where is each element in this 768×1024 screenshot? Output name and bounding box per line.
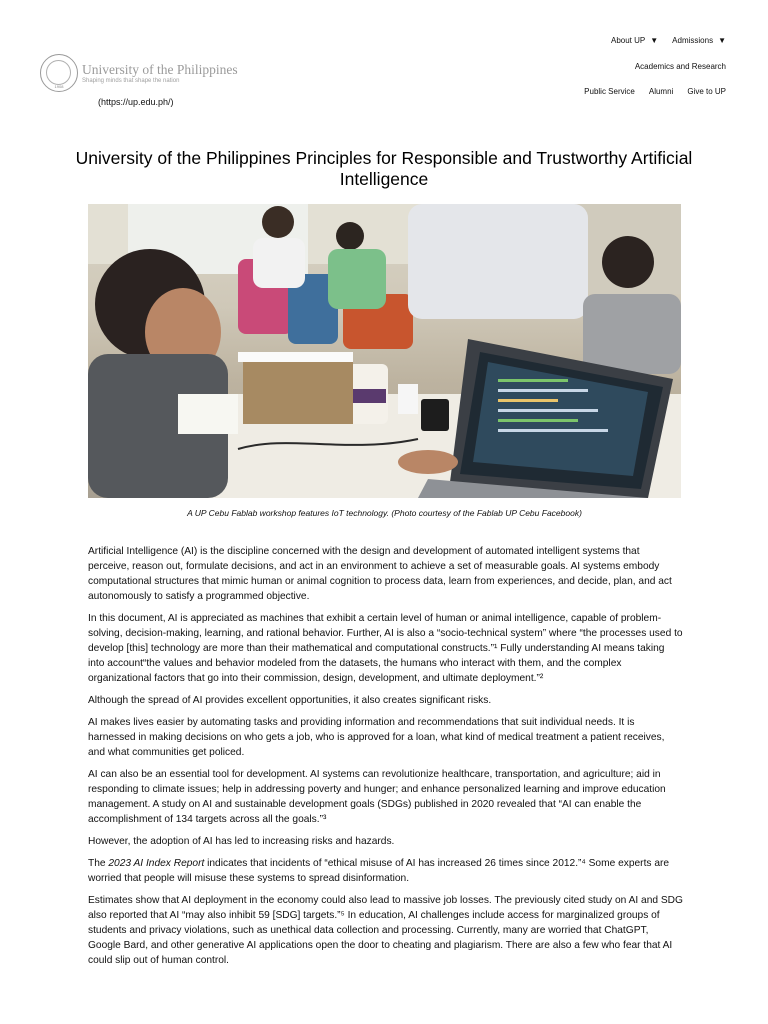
seal-year: 1908	[54, 84, 64, 89]
page-title: University of the Philippines Principles for Responsible and Trustworthy Artificial Intelligence	[75, 148, 693, 189]
photo-caption: A UP Cebu Fablab workshop features IoT technology. (Photo courtesy of the Fablab UP Cebu Facebook)	[187, 508, 582, 518]
nav-public-service[interactable]: Public Service	[584, 87, 635, 96]
paragraph: Estimates show that AI deployment in the economy could also lead to massive job losses. The previously cited study on AI and SDG also reported that AI “may also inhibit 59 [SDG] targets.”⁵ In education, AI challenges include access for marginalized groups of students and privacy violations, such as unethical data collection and processing. Currently, many are worried that ChatGPT, Google Bard, and other generative AI applications open the door to cheating and plagiarism. There are also a few who fear that AI could slip out of human control.	[88, 895, 683, 966]
caret-down-icon: ▼	[718, 36, 726, 45]
site-header	[0, 0, 768, 120]
paragraph: AI makes lives easier by automating tasks and providing information and recommendations that suit individual needs. It is harnessed in making decisions on who gets a job, who is approved for a loan, what kind of medical treatment a patient receives, and what communities get policed.	[88, 717, 665, 758]
site-url-link[interactable]: (https://up.edu.ph/)	[98, 97, 174, 107]
paragraph: However, the adoption of AI has led to increasing risks and hazards.	[88, 836, 395, 847]
nav-row-tertiary	[584, 87, 726, 96]
paragraph: Artificial Intelligence (AI) is the discipline concerned with the design and development of automated intelligent systems that perceive, reason out, formulate decisions, and act in an environment to achieve a set of measurable goals. AI systems embody computational structures that mimic human or animal cognition to process data, learn from experiences, and decide, plan, and act autonomously to satisfy a programmed objective.	[88, 546, 672, 602]
up-seal-icon	[40, 54, 78, 92]
site-logo[interactable]	[40, 54, 238, 92]
nav-row-primary	[611, 36, 726, 45]
nav-row-secondary	[635, 62, 726, 71]
paragraph: AI can also be an essential tool for development. AI systems can revolutionize healthcare, transportation, and agriculture; aid in responding to climate issues; help in addressing poverty and hunger; and enhance personalized learning and improve education management. A study on AI and sustainable development goals (SDGs) published in 2020 revealed that “AI can enable the accomplishment of 134 targets across all the goals.”³	[88, 769, 666, 825]
nav-admissions[interactable]: Admissions ▼	[672, 36, 726, 45]
nav-alumni[interactable]: Alumni	[648, 87, 674, 96]
nav-about-up[interactable]: About UP ▼	[611, 36, 659, 45]
workshop-photo	[88, 204, 681, 498]
paragraph: In this document, AI is appreciated as machines that exhibit a certain level of human or animal intelligence, capable of problem-solving, decision-making, learning, and rational behavior. Further, AI is also a “socio-technical system” where “the processes used to develop [this] technology are more than their mathematical and computational constructs.”¹ Fully understanding AI means taking into account“the values and behavior modeled from the datasets, the humans who interact with them, and the complex organizational factors that go into their commission, design, development, and ultimate deployment.”²	[88, 613, 683, 684]
paragraph: Although the spread of AI provides excellent opportunities, it also creates significant risks.	[88, 695, 492, 706]
caret-down-icon: ▼	[650, 36, 659, 45]
paragraph: The 2023 AI Index Report indicates that incidents of “ethical misuse of AI has increased 26 times since 2012.”⁴ Some experts are worried that people will misuse these systems to spread disinformation.	[88, 858, 670, 884]
logo-tagline: Shaping minds that shape the nation	[82, 77, 180, 84]
report-title: 2023 AI Index Report	[108, 858, 205, 869]
nav-give-to-up[interactable]: Give to UP	[687, 87, 726, 96]
nav-academics-research[interactable]: Academics and Research	[634, 62, 726, 71]
logo-name: University of the Philippines	[82, 61, 238, 77]
article-body	[88, 544, 683, 975]
